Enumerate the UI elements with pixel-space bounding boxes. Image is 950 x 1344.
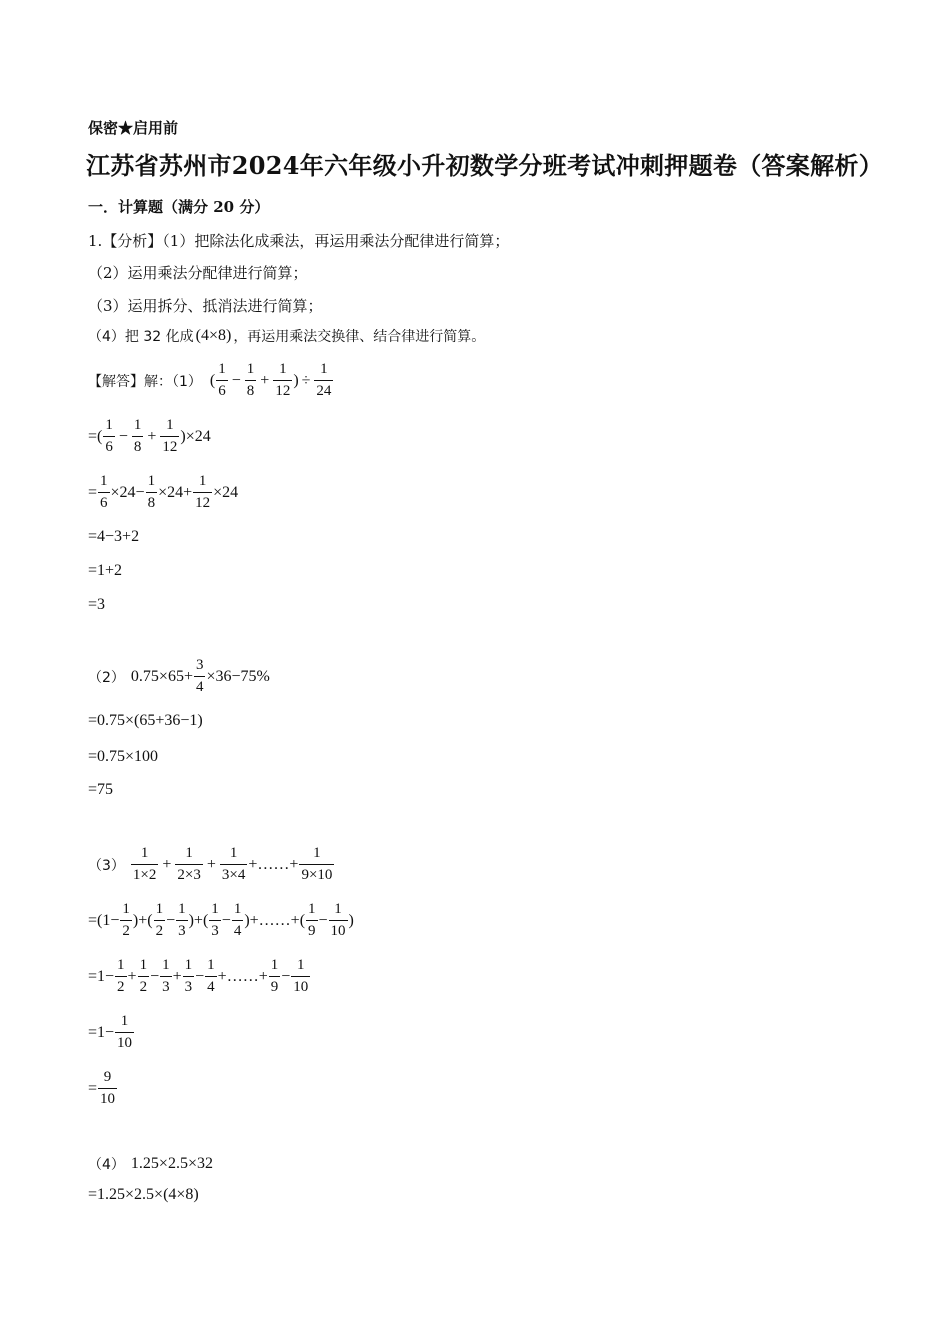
fraction xyxy=(193,474,212,511)
denominator: 8 xyxy=(146,492,158,511)
numerator: 1 xyxy=(140,845,149,861)
p3-label: （3） xyxy=(88,857,125,874)
analysis-line-4-pre: （4）把 32 化成 xyxy=(88,329,194,345)
fraction xyxy=(175,846,202,883)
numerator: 1 xyxy=(308,901,316,917)
numerator: 3 xyxy=(195,657,204,673)
denominator: 3×4 xyxy=(220,864,247,883)
step-text: =1− xyxy=(88,967,115,985)
step-text: ×24 xyxy=(213,483,239,501)
numerator: 1 xyxy=(117,957,125,973)
denominator: 12 xyxy=(160,436,179,455)
numerator: 1 xyxy=(105,417,113,433)
fraction xyxy=(120,902,132,939)
step-text: )+……+( xyxy=(244,911,306,929)
step-text: )×24 xyxy=(180,427,211,445)
fraction xyxy=(132,418,144,455)
fraction xyxy=(314,362,333,399)
denominator: 9×10 xyxy=(299,864,334,883)
fraction xyxy=(232,902,244,939)
step-text: = xyxy=(88,1079,98,1097)
fraction xyxy=(205,958,217,995)
fraction xyxy=(160,958,172,995)
denominator: 6 xyxy=(216,380,228,399)
numerator: 1 xyxy=(279,361,287,377)
numerator: 1 xyxy=(100,473,108,489)
fraction xyxy=(220,846,247,883)
step-text: − xyxy=(195,967,205,985)
denominator: 10 xyxy=(291,976,310,995)
step-text: +……+ xyxy=(217,967,268,985)
fraction xyxy=(138,958,150,995)
analysis-line-4 xyxy=(88,326,485,346)
step-text: )+( xyxy=(132,911,153,929)
operator: + xyxy=(162,855,172,873)
step-text: 0.75×65+ xyxy=(130,667,193,685)
p3-step-4 xyxy=(88,1070,118,1107)
numerator: 1 xyxy=(162,957,170,973)
analysis-line-3: （3）运用拆分、抵消法进行简算； xyxy=(88,297,323,315)
denominator: 12 xyxy=(273,380,292,399)
analysis-line-2: （2）运用乘法分配律进行简算； xyxy=(88,264,308,282)
p3-step-1 xyxy=(88,902,354,939)
step-text: ) xyxy=(348,911,354,929)
denominator: 2 xyxy=(115,976,127,995)
fraction xyxy=(245,362,257,399)
numerator: 1 xyxy=(185,845,193,861)
p1-step-2 xyxy=(88,474,238,511)
denominator: 1×2 xyxy=(131,864,158,883)
denominator: 2 xyxy=(120,920,132,939)
denominator: 6 xyxy=(98,492,110,511)
section-heading: 一．计算题（满分 20 分） xyxy=(88,198,270,216)
fraction xyxy=(98,474,110,511)
numerator: 1 xyxy=(178,901,186,917)
denominator: 10 xyxy=(98,1088,117,1107)
numerator: 1 xyxy=(133,417,142,433)
fraction xyxy=(146,474,158,511)
numerator: 1 xyxy=(297,957,305,973)
p3-step-3 xyxy=(88,1014,135,1051)
numerator: 1 xyxy=(122,901,130,917)
analysis-line-4-expr: (4×8) xyxy=(195,327,232,344)
denominator: 10 xyxy=(329,920,348,939)
denominator: 3 xyxy=(176,920,188,939)
p1-step-4: =1+2 xyxy=(88,562,123,579)
denominator: 8 xyxy=(132,436,144,455)
denominator: 3 xyxy=(160,976,172,995)
numerator: 1 xyxy=(246,361,255,377)
analysis-line-1: 1.【分析】（1）把除法化成乘法，再运用乘法分配律进行简算； xyxy=(88,232,510,250)
fraction xyxy=(269,958,281,995)
step-text: =(1− xyxy=(88,911,120,929)
fraction xyxy=(194,658,206,695)
confidential-label: 保密★启用前 xyxy=(88,119,179,137)
p3-step-2 xyxy=(88,958,311,995)
step-text: =1− xyxy=(88,1023,115,1041)
step-text: ×24− xyxy=(110,483,145,501)
fraction xyxy=(131,846,158,883)
p3-question xyxy=(88,846,335,883)
denominator: 4 xyxy=(205,976,217,995)
step-text: − xyxy=(221,911,231,929)
operator: ÷ xyxy=(301,371,311,389)
step-text: − xyxy=(166,911,176,929)
p2-step-2: =0.75×100 xyxy=(88,748,159,765)
fraction xyxy=(306,902,318,939)
p2-label: （2） xyxy=(88,669,125,686)
numerator: 1 xyxy=(120,1013,129,1029)
step-text: +……+ xyxy=(248,855,299,873)
fraction xyxy=(115,958,127,995)
numerator: 1 xyxy=(229,845,238,861)
fraction xyxy=(209,902,221,939)
step-text: ×36−75% xyxy=(206,667,270,685)
fraction xyxy=(183,958,195,995)
numerator: 1 xyxy=(270,957,279,973)
fraction xyxy=(299,846,334,883)
numerator: 1 xyxy=(207,957,215,973)
analysis-line-4-post: ，再运用乘法交换律、结合律进行简算。 xyxy=(233,329,486,345)
p1-step-5: =3 xyxy=(88,596,106,613)
numerator: 1 xyxy=(320,361,328,377)
numerator: 1 xyxy=(211,901,219,917)
p1-step-1 xyxy=(88,418,211,455)
step-text: =( xyxy=(88,427,103,445)
p1-step-3: =4−3+2 xyxy=(88,528,140,545)
numerator: 1 xyxy=(166,417,174,433)
denominator: 9 xyxy=(269,976,281,995)
numerator: 1 xyxy=(334,901,342,917)
denominator: 6 xyxy=(103,436,115,455)
step-text: + xyxy=(127,967,137,985)
fraction xyxy=(98,1070,117,1107)
numerator: 1 xyxy=(139,957,148,973)
operator: + xyxy=(147,427,157,445)
operator: + xyxy=(260,371,270,389)
paren-close: ) xyxy=(293,371,299,389)
step-text: − xyxy=(150,967,160,985)
numerator: 1 xyxy=(218,361,226,377)
operator: − xyxy=(231,371,241,389)
numerator: 1 xyxy=(155,901,164,917)
step-text: − xyxy=(281,967,291,985)
denominator: 4 xyxy=(232,920,244,939)
paren-open: ( xyxy=(209,371,216,389)
p2-question xyxy=(88,658,270,695)
fraction xyxy=(160,418,179,455)
p2-step-3: =75 xyxy=(88,781,114,798)
p4-label: （4） xyxy=(88,1157,125,1173)
document-title: 江苏省苏州市2024年六年级小升初数学分班考试冲刺押题卷（答案解析） xyxy=(86,151,883,180)
operator: + xyxy=(206,855,216,873)
fraction xyxy=(329,902,348,939)
denominator: 8 xyxy=(245,380,257,399)
p2-step-1: =0.75×(65+36−1) xyxy=(88,712,203,729)
denominator: 10 xyxy=(115,1032,134,1051)
step-text: ×24+ xyxy=(158,483,193,501)
p4-question xyxy=(88,1154,213,1174)
denominator: 4 xyxy=(194,676,206,695)
numerator: 1 xyxy=(233,901,242,917)
p4-step-1: =1.25×2.5×(4×8) xyxy=(88,1186,199,1203)
denominator: 24 xyxy=(314,380,333,399)
denominator: 2 xyxy=(154,920,166,939)
denominator: 2 xyxy=(138,976,150,995)
operator: − xyxy=(118,427,128,445)
step-text: − xyxy=(318,911,328,929)
step-text: 1.25×2.5×32 xyxy=(130,1155,213,1172)
numerator: 1 xyxy=(198,473,207,489)
numerator: 1 xyxy=(147,473,156,489)
p1-question xyxy=(88,362,334,399)
step-text: = xyxy=(88,483,98,501)
fraction xyxy=(154,902,166,939)
denominator: 3 xyxy=(183,976,195,995)
fraction xyxy=(291,958,310,995)
denominator: 2×3 xyxy=(175,864,202,883)
numerator: 1 xyxy=(184,957,193,973)
fraction xyxy=(176,902,188,939)
fraction xyxy=(273,362,292,399)
denominator: 12 xyxy=(193,492,212,511)
denominator: 3 xyxy=(209,920,221,939)
numerator: 9 xyxy=(103,1069,112,1085)
fraction xyxy=(115,1014,134,1051)
step-text: + xyxy=(172,967,182,985)
step-text: )+( xyxy=(188,911,209,929)
fraction xyxy=(216,362,228,399)
denominator: 9 xyxy=(306,920,318,939)
numerator: 1 xyxy=(313,845,321,861)
solution-label: 【解答】解：（1） xyxy=(88,373,202,390)
fraction xyxy=(103,418,115,455)
